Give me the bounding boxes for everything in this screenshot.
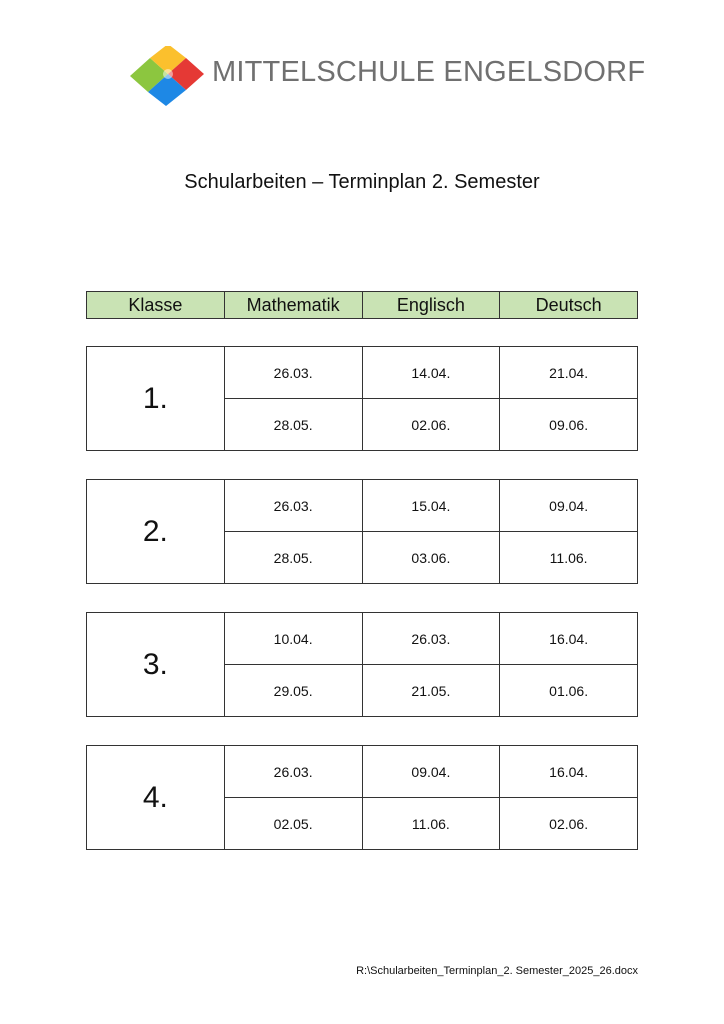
date-cell: 01.06. [500,665,638,717]
date-cell: 21.05. [362,665,500,717]
date-cell: 09.04. [362,746,500,798]
logo-text: MITTELSCHULE ENGELSDORF [212,56,646,88]
date-cell: 11.06. [362,798,500,850]
date-cell: 09.04. [500,480,638,532]
column-header-table [86,291,638,319]
grade-label: 3. [87,613,225,717]
date-cell: 15.04. [362,480,500,532]
grade-label: 2. [87,480,225,584]
puzzle-logo-icon [128,46,206,108]
date-cell: 29.05. [224,665,362,717]
column-header-mathematik: Mathematik [224,292,362,319]
grade-table-1 [86,346,638,451]
date-cell: 16.04. [500,613,638,665]
date-cell: 09.06. [500,399,638,451]
date-cell: 26.03. [224,746,362,798]
date-cell: 03.06. [362,532,500,584]
date-cell: 14.04. [362,347,500,399]
file-path-footer: R:\Schularbeiten_Terminplan_2. Semester_2025_26.docx [356,965,638,977]
column-header-deutsch: Deutsch [500,292,638,319]
date-cell: 21.04. [500,347,638,399]
grade-label: 4. [87,746,225,850]
date-cell: 16.04. [500,746,638,798]
date-cell: 26.03. [362,613,500,665]
grade-table-2 [86,479,638,584]
school-logo [128,46,646,108]
column-header-klasse: Klasse [87,292,225,319]
date-cell: 28.05. [224,532,362,584]
date-cell: 02.05. [224,798,362,850]
date-cell: 28.05. [224,399,362,451]
grade-table-4 [86,745,638,850]
grade-label: 1. [87,347,225,451]
date-cell: 26.03. [224,480,362,532]
grade-table-3 [86,612,638,717]
date-cell: 02.06. [362,399,500,451]
date-cell: 11.06. [500,532,638,584]
date-cell: 26.03. [224,347,362,399]
date-cell: 02.06. [500,798,638,850]
date-cell: 10.04. [224,613,362,665]
column-header-englisch: Englisch [362,292,500,319]
page-title: Schularbeiten – Terminplan 2. Semester [184,171,540,193]
